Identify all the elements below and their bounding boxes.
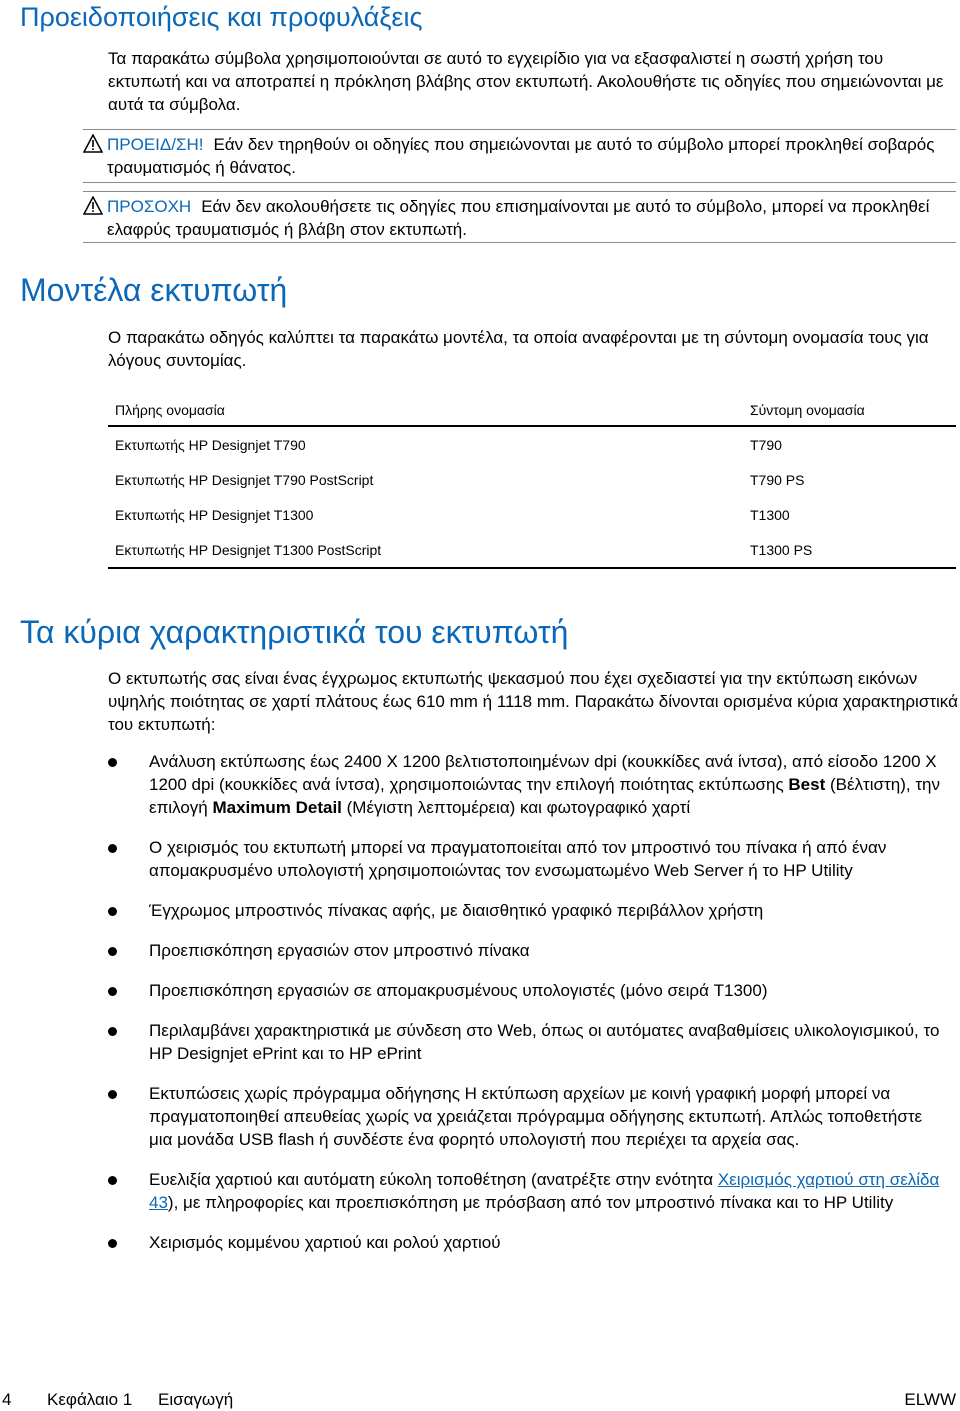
list-item	[0, 750, 944, 819]
list-item	[0, 836, 944, 882]
models-table	[108, 395, 956, 569]
section-title-features: Τα κύρια χαρακτηριστικά του εκτυπωτή	[20, 614, 569, 650]
bullet-icon	[108, 1239, 117, 1248]
bullet-icon	[108, 1027, 117, 1036]
feature-text: Εκτυπώσεις χωρίς πρόγραμμα οδήγησης Η εκτύπωση αρχείων με κοινή γραφική μορφή μπορεί να πραγματοποιηθεί απευθείας χωρίς να χρειάζεται πρόγραμμα οδήγησης εκτυπωτή. Απλώς τοποθετήστε μια μονάδα USB flash ή συνδέστε ένα φορητό υπολογιστή που περιέχει τα αρχεία σας.	[149, 1084, 923, 1149]
feature-text: Προεπισκόπηση εργασιών σε απομακρυσμένους υπολογιστές (μόνο σειρά T1300)	[149, 981, 768, 1000]
bullet-icon	[108, 844, 117, 853]
list-item	[0, 1082, 944, 1151]
bullet-icon	[108, 907, 117, 916]
table-row	[108, 497, 956, 532]
short-name-cell: T1300	[750, 506, 790, 523]
full-name-cell: Εκτυπωτής HP Designjet T790	[115, 436, 306, 453]
warning-label: ΠΡΟΕΙΔ/ΣΗ!	[107, 135, 204, 154]
caution-triangle-icon	[83, 196, 103, 215]
list-item	[0, 979, 944, 1002]
feature-text: ), με πληροφορίες και προεπισκόπηση με πρόσβαση από τον μπροστινό πίνακα και το HP Utility	[167, 1193, 894, 1212]
bullet-icon	[108, 758, 117, 767]
feature-text: Ο χειρισμός του εκτυπωτή μπορεί να πραγματοποιείται από τον μπροστινό του πίνακα ή από έναν απομακρυσμένο υπολογιστή χρησιμοποιώντας τον ενσωματωμένο Web Server ή το HP Utility	[149, 838, 887, 880]
bullet-icon	[108, 987, 117, 996]
section-title-models: Μοντέλα εκτυπωτή	[20, 272, 288, 308]
caution-text: Εάν δεν ακολουθήσετε τις οδηγίες που επισημαίνονται με αυτό το σύμβολο, μπορεί να προκληθεί ελαφρύς τραυματισμός ή βλάβη στον εκτυπωτή.	[107, 197, 930, 239]
full-name-cell: Εκτυπωτής HP Designjet T1300 PostScript	[108, 532, 743, 568]
warning-note	[83, 133, 956, 179]
short-name-cell: T790	[750, 436, 782, 453]
short-name-cell: T790 PS	[750, 471, 805, 488]
option-maximum-detail: Maximum Detail	[212, 798, 342, 817]
caution-note	[83, 195, 956, 241]
divider	[83, 191, 956, 192]
list-item	[0, 899, 944, 922]
header-full-name: Πλήρης ονομασία	[108, 395, 743, 426]
table-header-row	[108, 395, 956, 426]
paper-handling-link[interactable]: Χειρισμός χαρτιού στη σελίδα 43	[149, 1170, 940, 1212]
features-intro: Ο εκτυπωτής σας είναι ένας έγχρωμος εκτυπωτής ψεκασμού που έχει σχεδιαστεί για την εκτύπωση εικόνων υψηλής ποιότητας σε χαρτί πλάτους έως 610 mm ή 1118 mm. Παρακάτω δίνονται ορισμένα κύρια χαρακτηριστικά του εκτυπωτή:	[108, 669, 958, 734]
header-short-name: Σύντομη ονομασία	[743, 395, 956, 426]
caution-label: ΠΡΟΣΟΧΗ	[107, 197, 192, 216]
feature-text: (Βέλτιστη), την επιλογή	[149, 775, 940, 817]
full-name-cell: Εκτυπωτής HP Designjet T790 PostScript	[115, 471, 374, 488]
features-list	[0, 750, 960, 1271]
feature-text: Ευελιξία χαρτιού και αυτόματη εύκολη τοποθέτηση (ανατρέξτε στην ενότητα	[149, 1170, 718, 1189]
warnings-intro: Τα παρακάτω σύμβολα χρησιμοποιούνται σε αυτό το εγχειρίδιο για να εξασφαλιστεί η σωστή χρήση του εκτυπωτή και να αποτραπεί η πρόκληση βλάβης στον εκτυπωτή. Ακολουθήστε τις οδηγίες που σημειώνονται με αυτά τα σύμβολα.	[108, 49, 944, 114]
warning-triangle-icon	[83, 134, 103, 153]
feature-text: Περιλαμβάνει χαρακτηριστικά με σύνδεση στο Web, όπως οι αυτόματες αναβαθμίσεις υλικολογισμικού, το HP Designjet ePrint και το HP ePrint	[149, 1021, 940, 1063]
full-name-cell: Εκτυπωτής HP Designjet T1300	[115, 506, 314, 523]
bullet-icon	[108, 947, 117, 956]
chapter-title: Εισαγωγή	[158, 1390, 234, 1409]
feature-text: Προεπισκόπηση εργασιών στον μπροστινό πίνακα	[149, 941, 530, 960]
feature-text: Έγχρωμος μπροστινός πίνακας αφής, με διαισθητικό γραφικό περιβάλλον χρήστη	[149, 901, 764, 920]
list-item	[0, 1168, 944, 1214]
divider	[83, 129, 956, 130]
list-item	[0, 1231, 944, 1254]
short-name-cell: T1300 PS	[743, 532, 956, 568]
table-row	[108, 462, 956, 497]
table-row	[108, 532, 956, 568]
divider	[83, 182, 956, 183]
section-title-warnings: Προειδοποιήσεις και προφυλάξεις	[20, 2, 423, 32]
list-item	[0, 939, 944, 962]
divider	[83, 242, 956, 243]
bullet-icon	[108, 1176, 117, 1185]
feature-text: Χειρισμός κομμένου χαρτιού και ρολού χαρτιού	[149, 1233, 501, 1252]
feature-text: Ανάλυση εκτύπωσης έως 2400 X 1200 βελτιστοποιημένων dpi (κουκκίδες ανά ίντσα), από είσοδο 1200 X 1200 dpi (κουκκίδες ανά ίντσα), χρησιμοποιώντας την επιλογή ποιότητας εκτύπωσης	[149, 752, 937, 794]
feature-text: (Μέγιστη λεπτομέρεια) και φωτογραφικό χαρτί	[341, 798, 691, 817]
models-intro: Ο παρακάτω οδηγός καλύπτει τα παρακάτω μοντέλα, τα οποία αναφέρονται με τη σύντομη ονομασία τους για λόγους συντομίας.	[108, 328, 929, 370]
warning-text: Εάν δεν τηρηθούν οι οδηγίες που σημειώνονται με αυτό το σύμβολο μπορεί προκληθεί σοβαρός τραυματισμός ή θάνατος.	[107, 135, 935, 177]
option-best: Best	[788, 775, 826, 794]
table-row	[108, 426, 956, 462]
chapter-label: Κεφάλαιο 1	[47, 1390, 133, 1409]
footer-right-label: ELWW	[904, 1390, 956, 1409]
list-item	[0, 1019, 944, 1065]
page-number: 4	[2, 1390, 12, 1409]
bullet-icon	[108, 1090, 117, 1099]
